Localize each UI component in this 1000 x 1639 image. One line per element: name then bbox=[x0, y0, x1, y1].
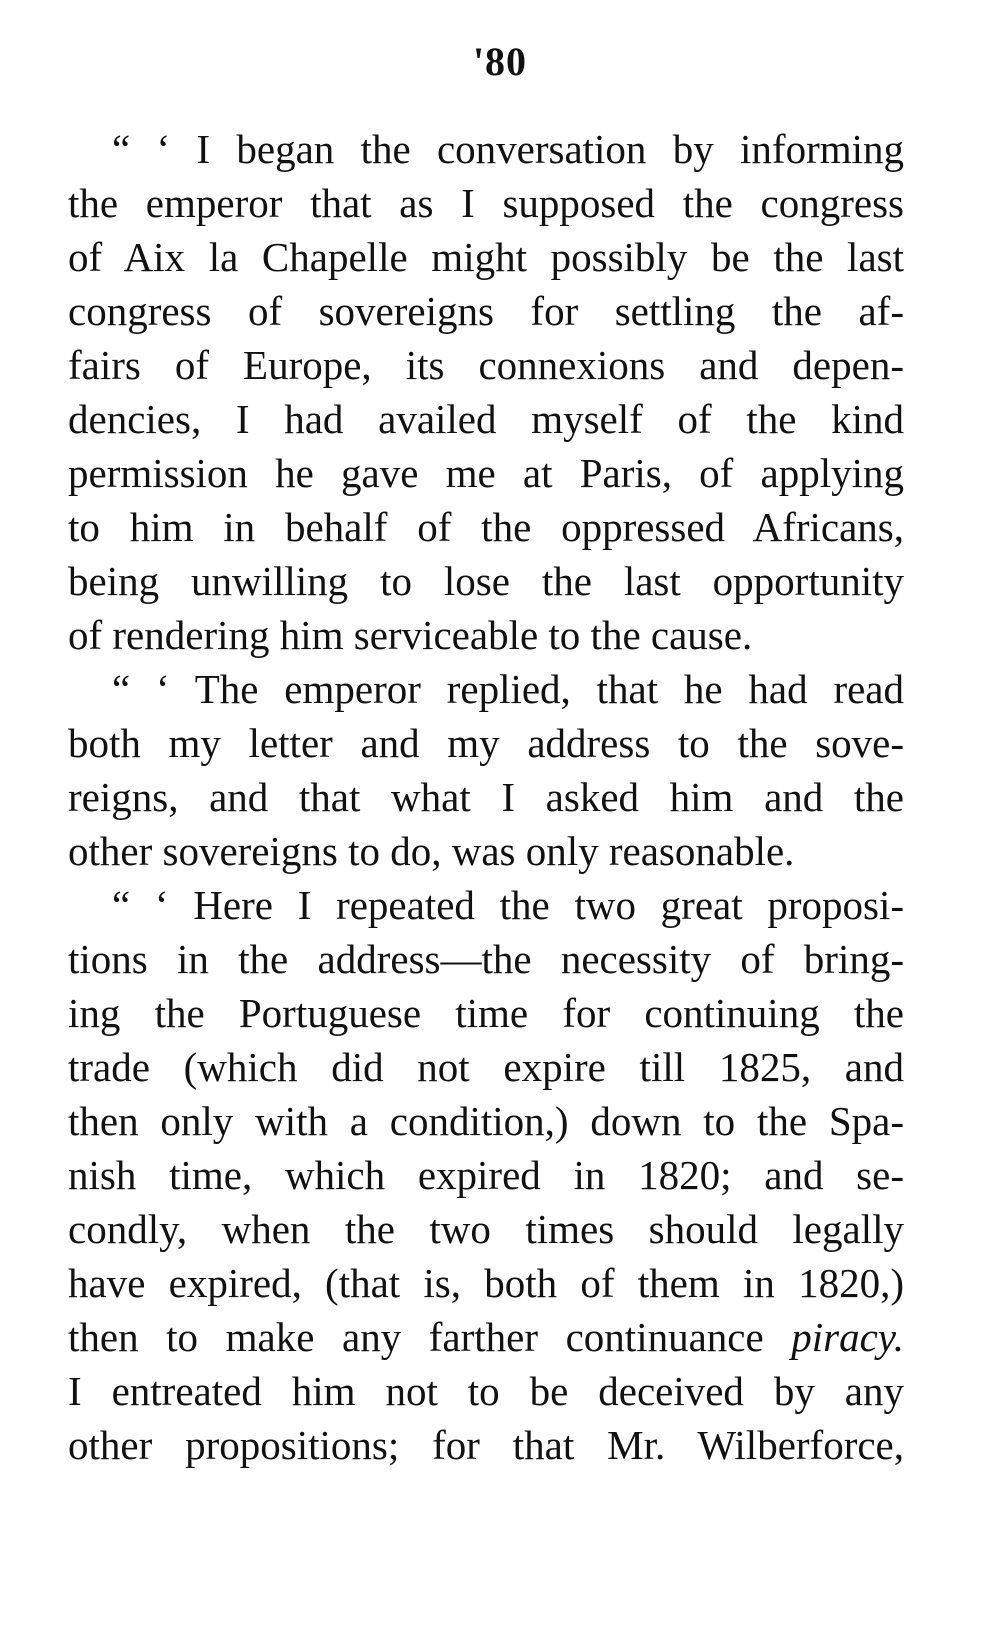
text-line: being unwilling to lose the last opportunity bbox=[68, 558, 904, 604]
paragraph-3 bbox=[68, 878, 904, 1472]
text-line: to him in behalf of the oppressed Africans, bbox=[68, 504, 904, 550]
italic-word: piracy. bbox=[791, 1314, 904, 1360]
text-segment: then to make any farther continuance bbox=[68, 1314, 792, 1360]
text-line: fairs of Europe, its connexions and depen- bbox=[68, 342, 904, 388]
text-line: both my letter and my address to the sove- bbox=[68, 720, 904, 766]
text-line: dencies, I had availed myself of the kind bbox=[68, 396, 904, 442]
paragraph-1 bbox=[68, 122, 904, 662]
text-line: trade (which did not expire till 1825, and bbox=[68, 1044, 904, 1090]
page-number: '80 bbox=[472, 39, 528, 84]
body-text bbox=[68, 122, 904, 1472]
text-line: nish time, which expired in 1820; and se- bbox=[68, 1152, 904, 1198]
text-line: tions in the address—the necessity of bring- bbox=[68, 936, 904, 982]
text-line: reigns, and that what I asked him and the bbox=[68, 774, 904, 820]
text-line: of Aix la Chapelle might possibly be the last bbox=[68, 234, 904, 280]
text-line: condly, when the two times should legally bbox=[68, 1206, 904, 1252]
text-line: other propositions; for that Mr. Wilberforce, bbox=[68, 1422, 904, 1468]
text-line: of rendering him serviceable to the cause. bbox=[68, 612, 753, 658]
text-line: congress of sovereigns for settling the af- bbox=[68, 288, 904, 334]
text-line: I entreated him not to be deceived by any bbox=[68, 1368, 904, 1414]
text-line: the emperor that as I supposed the congress bbox=[68, 180, 904, 226]
text-line: have expired, (that is, both of them in 1820,) bbox=[68, 1260, 904, 1306]
text-line: “ ‘ The emperor replied, that he had read bbox=[112, 666, 904, 712]
text-line-piracy bbox=[68, 1310, 904, 1364]
text-line: ing the Portuguese time for continuing the bbox=[68, 990, 904, 1036]
text-line: “ ‘ Here I repeated the two great proposi- bbox=[112, 882, 904, 928]
text-line: then only with a condition,) down to the Spa- bbox=[68, 1098, 904, 1144]
text-line: permission he gave me at Paris, of applying bbox=[68, 450, 904, 496]
text-line: “ ‘ I began the conversation by informing bbox=[112, 126, 904, 172]
paragraph-2 bbox=[68, 662, 904, 878]
text-line: other sovereigns to do, was only reasonable. bbox=[68, 828, 795, 874]
